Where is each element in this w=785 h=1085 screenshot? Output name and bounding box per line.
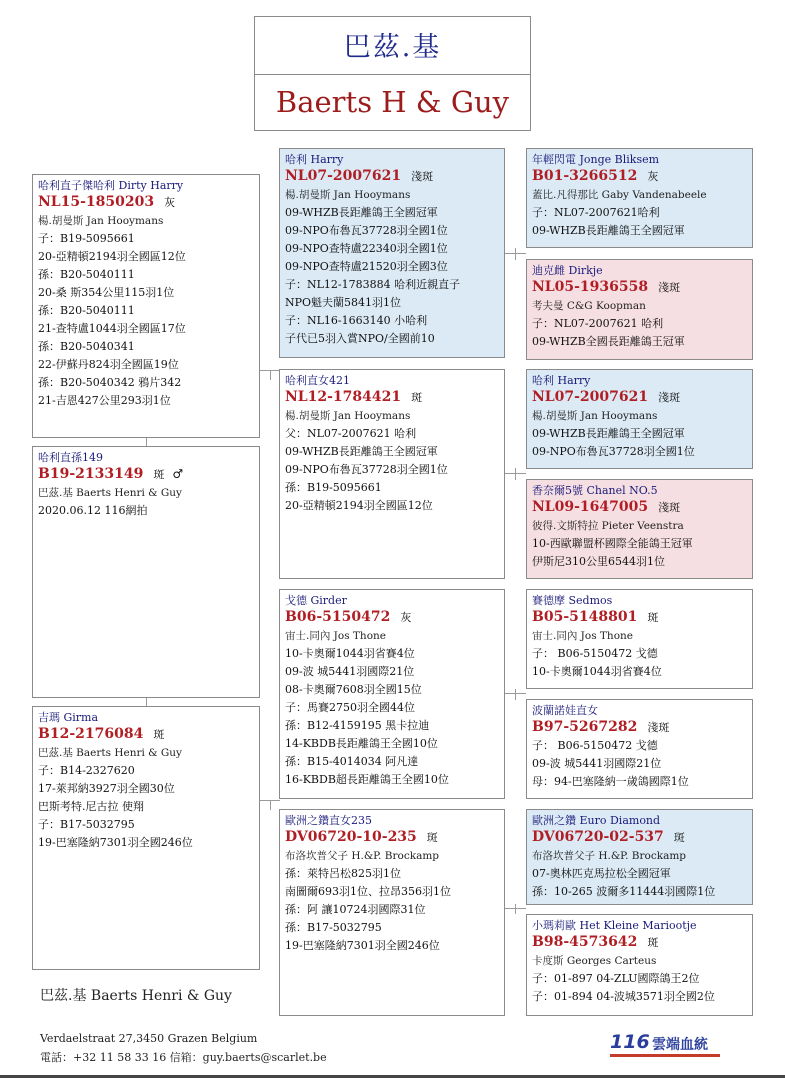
pigeon-name: 賽德摩 Sedmos (532, 594, 613, 607)
footer-contact: 電話：+32 11 58 33 16 信箱：guy.baerts@scarlet.be (40, 1051, 327, 1064)
ring-line (285, 608, 500, 627)
sire-sire-card (279, 148, 505, 358)
note: 孫：B20-5040341 (38, 340, 135, 353)
logo-number: 116 (610, 1031, 650, 1053)
note: 2020.06.12 116網拍 (38, 504, 148, 517)
connector-line (270, 370, 271, 380)
ring-number: B97-5267282 (532, 719, 638, 735)
sire-dam-card (279, 369, 505, 579)
title-box (254, 16, 531, 131)
note: 09-NPO查特盧21520羽全國3位 (285, 260, 448, 273)
ring-number: B12-2176084 (38, 726, 144, 742)
note: 09-WHZB長距離鴿王全國冠軍 (532, 427, 685, 440)
breeder: 蓋比.凡得那比 Gaby Vandenabeele (532, 189, 707, 201)
logo (610, 1031, 722, 1057)
note: 孫：萊特呂松825羽1位 (285, 867, 401, 880)
ring-number: NL07-2007621 (532, 389, 649, 405)
pigeon-name: 吉瑪 Girma (38, 711, 99, 724)
ring-line (38, 465, 255, 484)
note: 伊斯尼310公里6544羽1位 (532, 555, 665, 568)
great-grandparent-card (526, 259, 753, 360)
breeder-signature: 巴茲.基 Baerts Henri & Guy (40, 988, 232, 1004)
color-label: 斑 (153, 728, 165, 741)
connector-line (515, 904, 516, 914)
ring-line (285, 167, 500, 186)
ring-number: NL12-1784421 (285, 389, 402, 405)
great-grandparent-card (526, 148, 753, 248)
note: NPO魁夫蘭5841羽1位 (285, 296, 402, 309)
breeder: 楊.胡曼斯 Jan Hooymans (532, 410, 658, 422)
note: 22-伊蘇丹824羽全國區19位 (38, 358, 179, 371)
subject-card (32, 446, 260, 698)
color-label: 斑 (411, 391, 423, 404)
note: 17-萊邦納3927羽全國30位 (38, 782, 175, 795)
note: 09-NPO布魯瓦37728羽全國1位 (285, 224, 448, 237)
note: 14-KBDB長距離鴿王全國10位 (285, 737, 438, 750)
note: 孫：10-265 波爾多11444羽國際1位 (532, 885, 716, 898)
footer-rule (0, 1075, 785, 1078)
color-label: 灰 (400, 611, 412, 624)
ring-number: B98-4573642 (532, 934, 638, 950)
note: 母：94-巴塞隆納一歲鴿國際1位 (532, 775, 689, 788)
note: 09-波 城5441羽國際21位 (532, 757, 662, 770)
great-grandparent-card (526, 809, 753, 905)
breeder: 宙士.同內 Jos Thone (285, 630, 386, 642)
pigeon-name: 香奈爾5號 Chanel NO.5 (532, 484, 658, 497)
ring-number: B01-3266512 (532, 168, 638, 184)
pigeon-name: 哈利直子傑哈利 Dirty Harry (38, 179, 184, 192)
pigeon-name: 年輕閃電 Jonge Bliksem (532, 153, 660, 166)
ring-number: DV06720-10-235 (285, 829, 417, 845)
note: 父：NL07-2007621 哈利 (285, 427, 417, 440)
note: 子：B19-5095661 (38, 232, 135, 245)
connector-line (515, 468, 516, 480)
color-label: 斑 (153, 468, 165, 481)
note: 07-奧林匹克馬拉松全國冠軍 (532, 867, 671, 880)
note: 孫：B12-4159195 黑卡拉迪 (285, 719, 430, 732)
breeder: 考夫曼 C&G Koopman (532, 300, 646, 312)
ring-number: DV06720-02-537 (532, 829, 664, 845)
note: 09-WHZB長距離鴿王全國冠軍 (285, 445, 438, 458)
note: 子： B06-5150472 戈德 (532, 739, 658, 752)
note: 孫：B20-5040111 (38, 268, 135, 281)
note: 09-波 城5441羽國際21位 (285, 665, 415, 678)
note: 21-吉恩427公里293羽1位 (38, 394, 171, 407)
breeder: 巴茲.基 Baerts Henri & Guy (38, 747, 182, 759)
color-label: 淺斑 (658, 391, 681, 404)
breeder: 楊.胡曼斯 Jan Hooymans (285, 410, 411, 422)
note: 子：B17-5032795 (38, 818, 135, 831)
ring-number: B05-5148801 (532, 609, 638, 625)
color-label: 淺斑 (411, 170, 434, 183)
ring-line (285, 388, 500, 407)
note: 09-WHZB長距離鴿王全國冠軍 (532, 224, 685, 237)
color-label: 淺斑 (658, 281, 681, 294)
breeder: 彼得.文斯特拉 Pieter Veenstra (532, 520, 684, 532)
note: 子：NL12-1783884 哈利近親直子 (285, 278, 461, 291)
ring-line (532, 388, 748, 407)
note: 孫：B15-4014034 阿凡達 (285, 755, 419, 768)
breeder: 楊.胡曼斯 Jan Hooymans (38, 215, 164, 227)
ring-line (532, 608, 748, 627)
note: 子：NL07-2007621 哈利 (532, 317, 664, 330)
pigeon-name: 戈德 Girder (285, 594, 347, 607)
ring-line (532, 498, 748, 517)
note: 子：B14-2327620 (38, 764, 135, 777)
note: 孫：阿 讓10724羽國際31位 (285, 903, 426, 916)
note: 19-巴塞隆納7301羽全國246位 (38, 836, 193, 849)
ring-line (285, 828, 500, 847)
note: 巴斯考特.尼古拉 使翔 (38, 800, 144, 813)
ring-number: NL15-1850203 (38, 194, 155, 210)
note: 南圖爾693羽1位、拉昂356羽1位 (285, 885, 451, 898)
breeder: 宙士.同內 Jos Thone (532, 630, 633, 642)
pigeon-name: 哈利直女421 (285, 374, 350, 387)
ring-number: NL07-2007621 (285, 168, 402, 184)
color-label: 灰 (647, 170, 659, 183)
connector-line (515, 248, 516, 260)
note: 子：01-894 04-波城3571羽全國2位 (532, 990, 715, 1003)
note: 20-桑 斯354公里115羽1位 (38, 286, 175, 299)
pigeon-name: 哈利直孫149 (38, 451, 103, 464)
breeder: 卡度斯 Georges Carteus (532, 955, 657, 967)
ring-line (38, 725, 255, 744)
note: 孫：B17-5032795 (285, 921, 382, 934)
connector-line (515, 689, 516, 700)
color-label: 斑 (647, 936, 659, 949)
note: 21-查特盧1044羽全國區17位 (38, 322, 186, 335)
ring-number: B19-2133149 (38, 466, 144, 482)
logo-underline (610, 1054, 720, 1057)
footer-address: Verdaelstraat 27,3450 Grazen Belgium (40, 1032, 258, 1045)
ring-line (532, 167, 748, 186)
note: 20-亞精頓2194羽全國區12位 (285, 499, 433, 512)
dam-sire-card (279, 589, 505, 799)
note: 10-卡奧爾1044羽省賽4位 (285, 647, 415, 660)
color-label: 斑 (673, 831, 685, 844)
breeder: 楊.胡曼斯 Jan Hooymans (285, 189, 411, 201)
great-grandparent-card (526, 369, 753, 469)
note: 09-NPO查特盧22340羽全國1位 (285, 242, 448, 255)
great-grandparent-card (526, 479, 753, 579)
great-grandparent-card (526, 589, 753, 689)
pigeon-name: 波蘭諾娃直女 (532, 704, 598, 717)
note: 09-WHZB長距離鴿王全國冠軍 (285, 206, 438, 219)
great-grandparent-card (526, 699, 753, 799)
note: 16-KBDB超長距離鴿王全國10位 (285, 773, 449, 786)
color-label: 淺斑 (658, 501, 681, 514)
great-grandparent-card (526, 914, 753, 1016)
pigeon-name: 迪克雌 Dirkje (532, 264, 603, 277)
note: 子：馬賽2750羽全國44位 (285, 701, 415, 714)
breeder: 布洛坎普父子 H.&P. Brockamp (532, 850, 687, 862)
sire-card (32, 174, 260, 438)
pigeon-name: 歐洲之鑽直女235 (285, 814, 372, 827)
ring-line (532, 718, 748, 737)
breeder: 巴茲.基 Baerts Henri & Guy (38, 487, 182, 499)
note: 子代已5羽入賞NPO/全國前10 (285, 332, 435, 345)
note: 10-西歐聯盟杯國際全能鴿王冠軍 (532, 537, 693, 550)
note: 孫：B20-5040342 鴉片342 (38, 376, 182, 389)
logo-text: 雲端血統 (652, 1037, 708, 1053)
note: 孫：B20-5040111 (38, 304, 135, 317)
note: 子：01-897 04-ZLU國際鴿王2位 (532, 972, 700, 985)
ring-number: NL05-1936558 (532, 279, 649, 295)
dam-dam-card (279, 809, 505, 1016)
color-label: 斑 (647, 611, 659, 624)
color-label: 淺斑 (647, 721, 670, 734)
note: 子：NL07-2007621哈利 (532, 206, 660, 219)
ring-line (38, 193, 255, 212)
connector-line (270, 800, 271, 810)
note: 09-WHZB全國長距離鴿王冠軍 (532, 335, 685, 348)
ring-line (532, 278, 748, 297)
note: 子： B06-5150472 戈德 (532, 647, 658, 660)
note: 19-巴塞隆納7301羽全國246位 (285, 939, 440, 952)
breeder: 布洛坎普父子 H.&P. Brockamp (285, 850, 440, 862)
note: 09-NPO布魯瓦37728羽全國1位 (532, 445, 695, 458)
title-divider (255, 74, 530, 75)
note: 08-卡奧爾7608羽全國15位 (285, 683, 422, 696)
ring-number: NL09-1647005 (532, 499, 649, 515)
pigeon-name: 哈利 Harry (532, 374, 591, 387)
loft-name-english: Baerts H & Guy (275, 85, 510, 119)
color-label: 灰 (164, 196, 176, 209)
pigeon-name: 小瑪莉歐 Het Kleine Mariootje (532, 919, 697, 932)
note: 10-卡奧爾1044羽省賽4位 (532, 665, 662, 678)
dam-card (32, 706, 260, 970)
note: 20-亞精頓2194羽全國區12位 (38, 250, 186, 263)
pigeon-name: 歐洲之鑽 Euro Diamond (532, 814, 661, 827)
pigeon-name: 哈利 Harry (285, 153, 344, 166)
note: 09-NPO布魯瓦37728羽全國1位 (285, 463, 448, 476)
loft-name-chinese: 巴茲.基 (343, 32, 442, 63)
ring-number: B06-5150472 (285, 609, 391, 625)
color-label: 斑 (426, 831, 438, 844)
ring-line (532, 933, 748, 952)
sex-symbol: ♂ (172, 467, 184, 481)
ring-line (532, 828, 748, 847)
note: 孫：B19-5095661 (285, 481, 382, 494)
note: 子：NL16-1663140 小哈利 (285, 314, 428, 327)
